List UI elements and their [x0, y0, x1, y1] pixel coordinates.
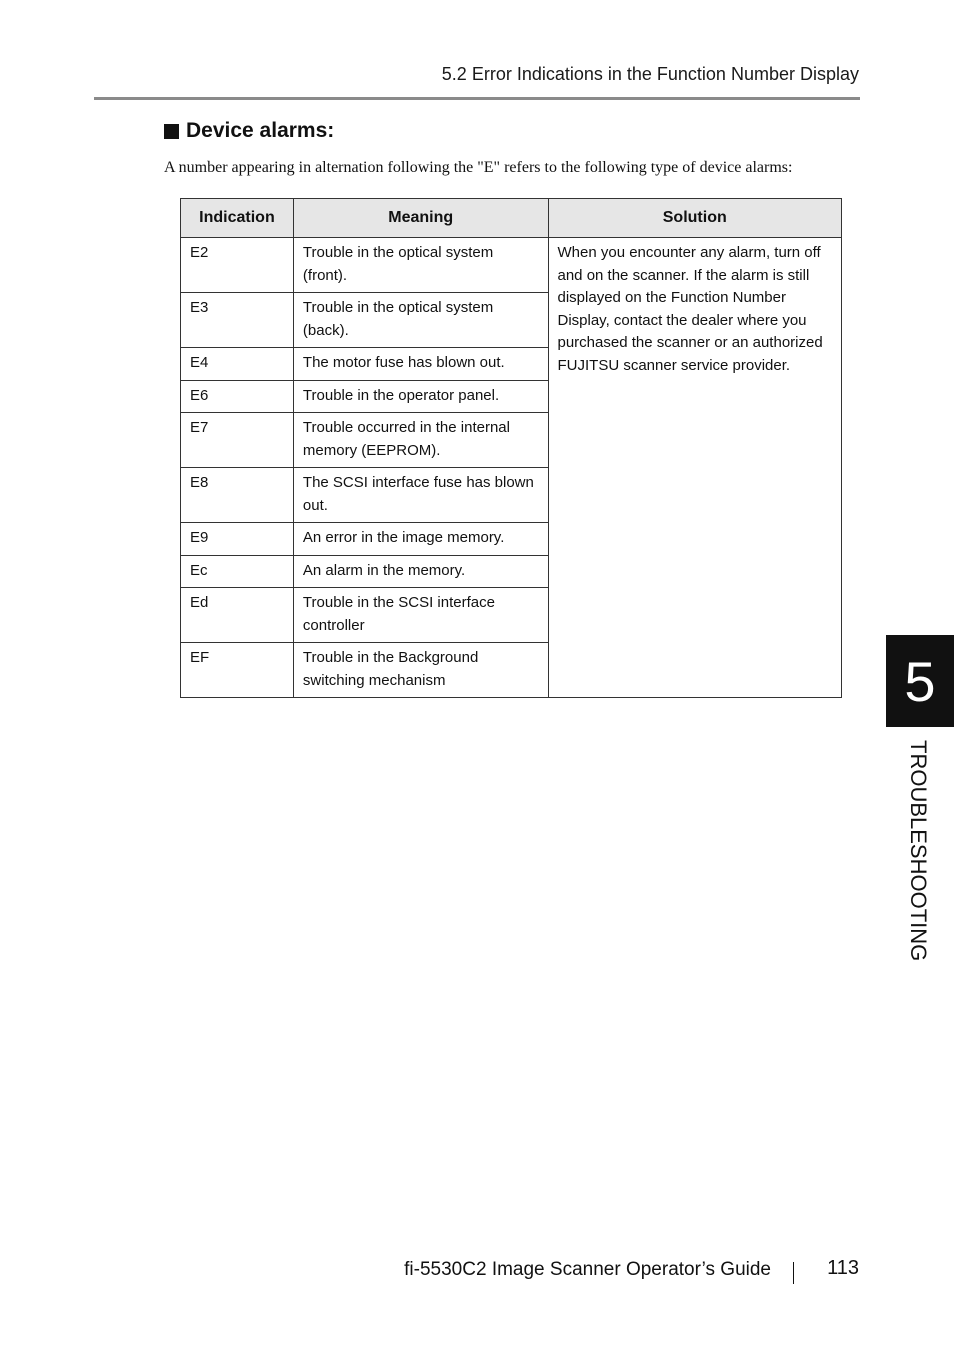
meaning-cell: Trouble in the optical system (front).: [293, 238, 548, 293]
indication-cell: E4: [181, 348, 294, 381]
page-number: 113: [827, 1257, 859, 1279]
meaning-cell: Trouble in the SCSI interface controller: [293, 588, 548, 643]
indication-cell: E7: [181, 413, 294, 468]
intro-paragraph: A number appearing in alternation following the "E" refers to the following type of device alarms:: [164, 159, 793, 176]
indication-cell: EF: [181, 643, 294, 698]
chapter-label: TROUBLESHOOTING: [906, 740, 931, 962]
meaning-cell: Trouble in the Background switching mechanism: [293, 643, 548, 698]
chapter-tab: 5: [886, 635, 954, 727]
table-row: [181, 238, 842, 293]
indication-cell: E9: [181, 523, 294, 556]
solution-cell: When you encounter any alarm, turn off and on the scanner. If the alarm is still displayed on the Function Number Display, contact the dealer where you purchased the scanner or an authorized FUJITSU scanner service provider.: [548, 238, 842, 698]
footer-guide-title: fi-5530C2 Image Scanner Operator’s Guide: [404, 1259, 771, 1280]
indication-cell: Ed: [181, 588, 294, 643]
header-meaning: Meaning: [293, 199, 548, 238]
header-rule: [94, 97, 860, 100]
footer-divider: [793, 1262, 794, 1284]
indication-cell: E6: [181, 380, 294, 413]
meaning-cell: Trouble in the optical system (back).: [293, 293, 548, 348]
indication-cell: E8: [181, 468, 294, 523]
section-title: Device alarms:: [186, 119, 335, 142]
running-head: 5.2 Error Indications in the Function Number Display: [441, 64, 859, 84]
header-solution: Solution: [548, 199, 842, 238]
indication-cell: E3: [181, 293, 294, 348]
device-alarms-table: [180, 198, 842, 698]
header-indication: Indication: [181, 199, 294, 238]
meaning-cell: The SCSI interface fuse has blown out.: [293, 468, 548, 523]
meaning-cell: An error in the image memory.: [293, 523, 548, 556]
square-bullet-icon: [164, 124, 179, 139]
meaning-cell: An alarm in the memory.: [293, 555, 548, 588]
table-header-row: [181, 199, 842, 238]
indication-cell: Ec: [181, 555, 294, 588]
meaning-cell: The motor fuse has blown out.: [293, 348, 548, 381]
meaning-cell: Trouble occurred in the internal memory (EEPROM).: [293, 413, 548, 468]
meaning-cell: Trouble in the operator panel.: [293, 380, 548, 413]
indication-cell: E2: [181, 238, 294, 293]
section-heading: [164, 119, 334, 143]
